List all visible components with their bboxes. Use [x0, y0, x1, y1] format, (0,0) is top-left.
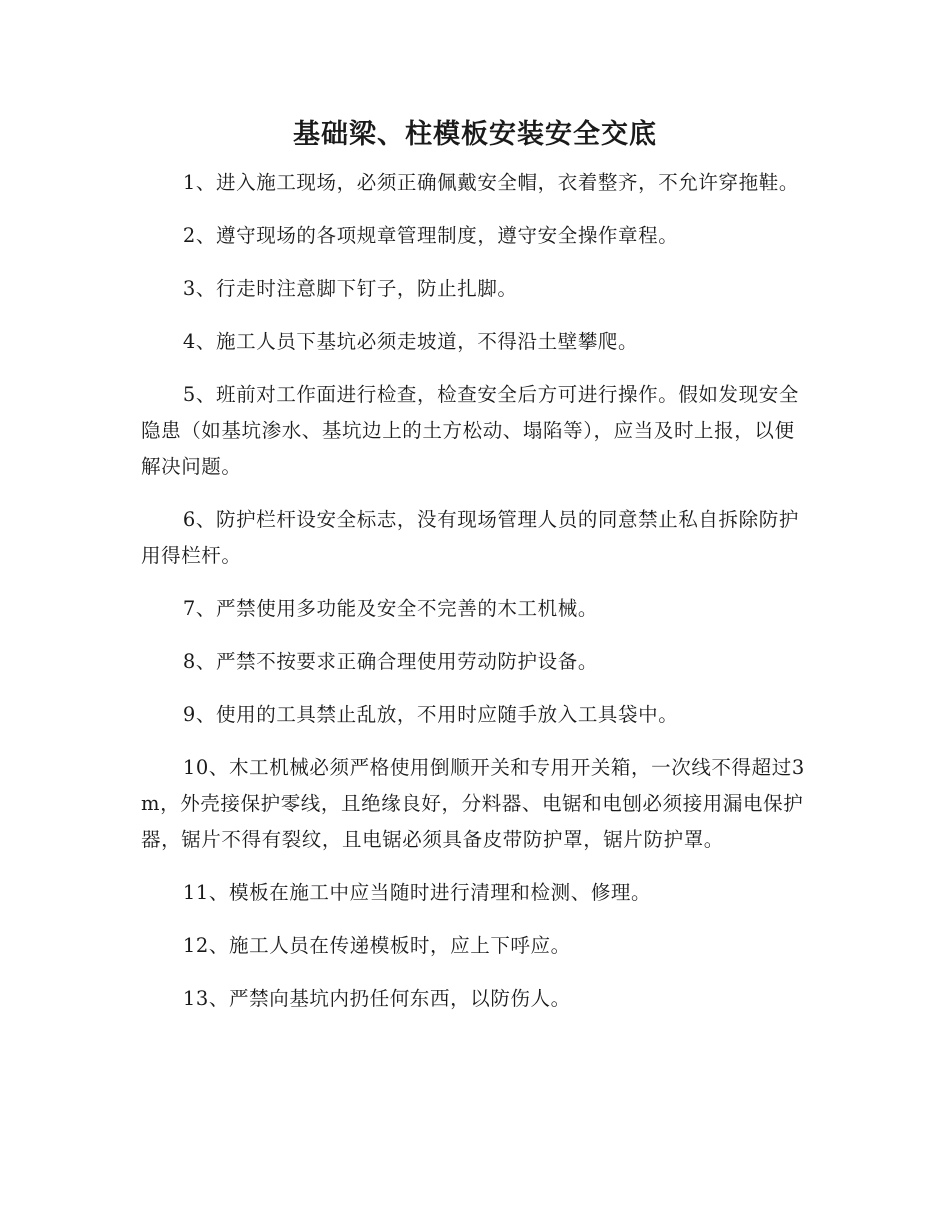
- paragraph-8: 8、严禁不按要求正确合理使用劳动防护设备。: [182, 650, 598, 673]
- paragraph-10: 10、木工机械必须严格使用倒顺开关和专用开关箱，一次线不得超过3m，外壳接保护零线，且绝缘良好，分料器、电锯和电刨必须接用漏电保护器，锯片不得有裂纹，且电锯必须具备皮带防护罩，锯片防护罩。: [141, 756, 805, 851]
- paragraph-11: 11、模板在施工中应当随时进行清理和检测、修理。: [182, 881, 652, 904]
- paragraph-4: 4、施工人员下基坑必须走坡道，不得沿土壁攀爬。: [182, 330, 639, 353]
- paragraph-3: 3、行走时注意脚下钉子，防止扎脚。: [182, 277, 518, 300]
- paragraph-7: 7、严禁使用多功能及安全不完善的木工机械。: [182, 597, 598, 620]
- paragraph-12: 12、施工人员在传递模板时，应上下呼应。: [182, 934, 571, 957]
- paragraph-1: 1、进入施工现场，必须正确佩戴安全帽，衣着整齐，不允许穿拖鞋。: [182, 171, 799, 194]
- paragraph-2: 2、遵守现场的各项规章管理制度，遵守安全操作章程。: [182, 224, 679, 247]
- paragraph-5: 5、班前对工作面进行检查，检查安全后方可进行操作。假如发现安全隐患（如基坑渗水、基坑边上的土方松动、塌陷等），应当及时上报，以便解决问题。: [141, 383, 799, 478]
- paragraph-13: 13、严禁向基坑内扔任何东西，以防伤人。: [182, 987, 571, 1010]
- paragraph-9: 9、使用的工具禁止乱放，不用时应随手放入工具袋中。: [182, 703, 679, 726]
- document-title: 基础梁、柱模板安装安全交底: [293, 119, 657, 150]
- document-body: [141, 165, 811, 1034]
- paragraph-6: 6、防护栏杆设安全标志，没有现场管理人员的同意禁止私自拆除防护用得栏杆。: [141, 508, 799, 567]
